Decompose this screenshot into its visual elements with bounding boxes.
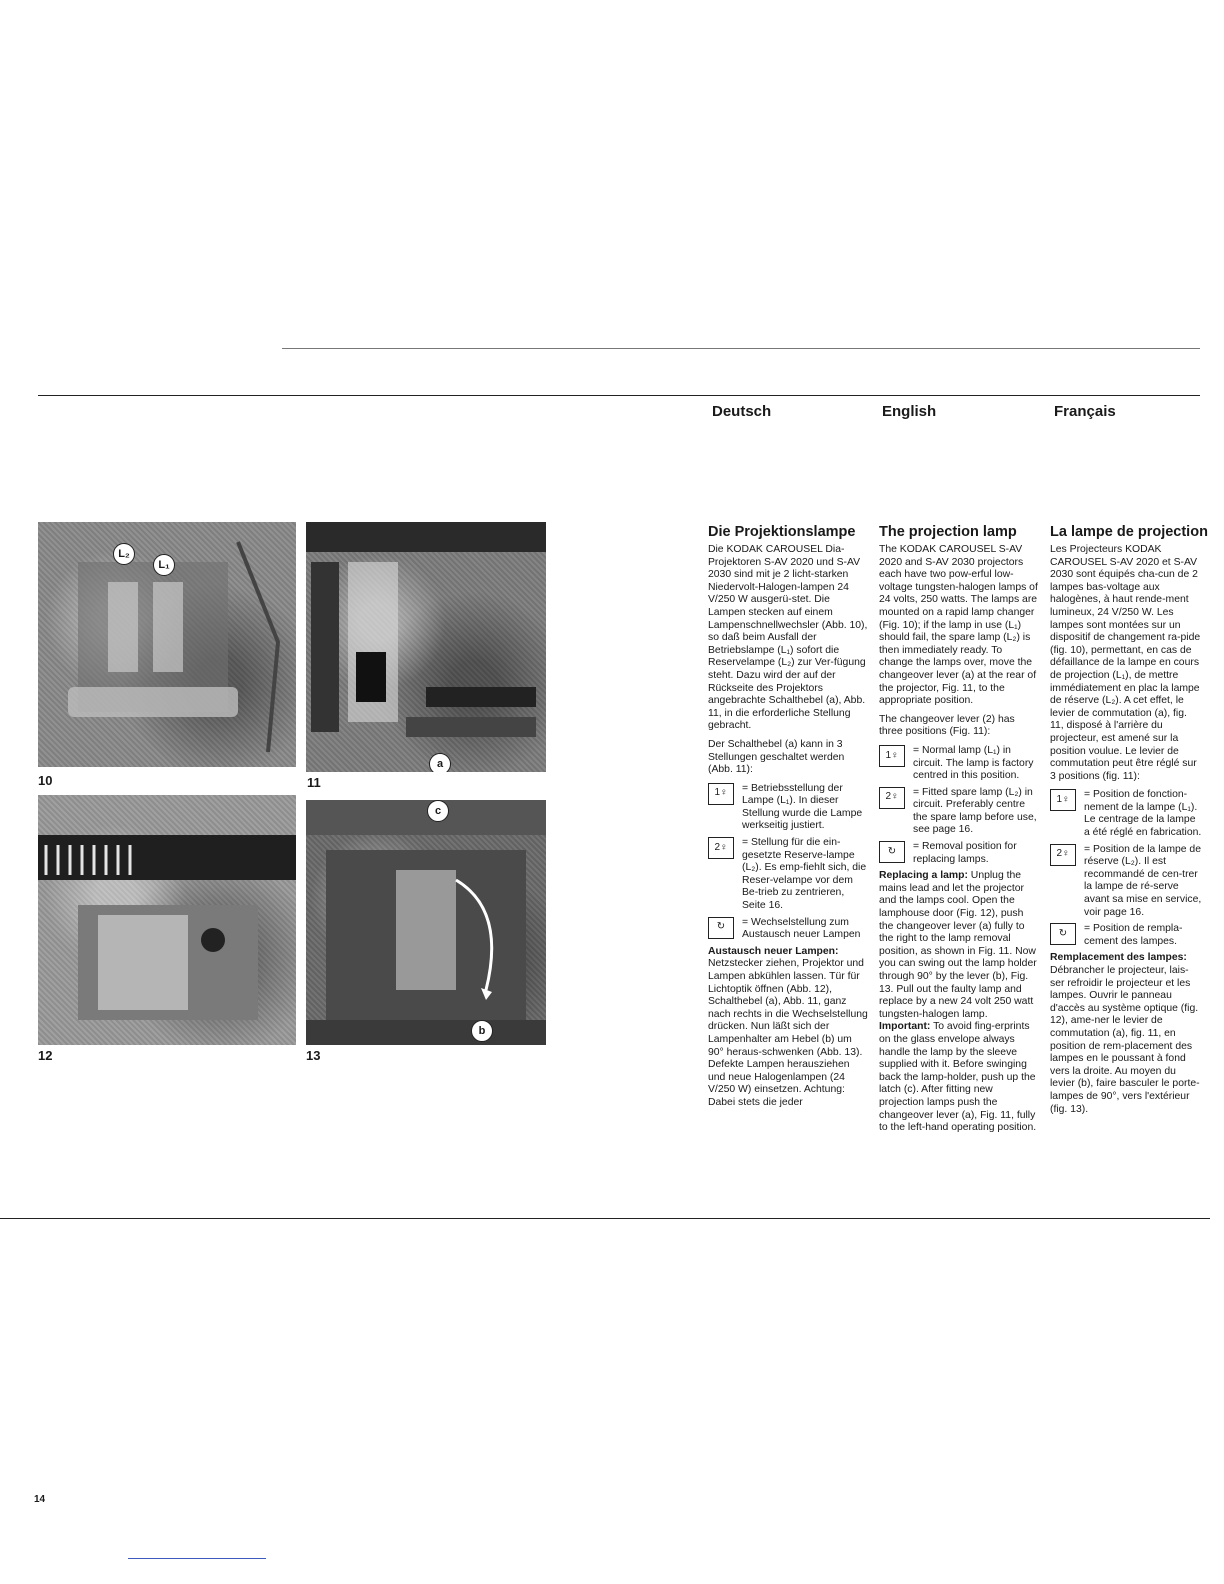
callout-c: c [427,800,449,822]
deutsch-replace [708,946,868,1110]
lamp-2-symbol-icon: 2♀ [879,787,905,809]
lamp-change-symbol-icon: ↻ [708,917,734,939]
page-number: 14 [34,1494,46,1505]
francais-position-2-text: = Position de la lampe de réserve (L₂). Il est recommandé de cen-trer la lampe de ré-serve avant sa mise en service, voir page 16. [1084,843,1202,918]
lang-header-english: English [882,403,937,420]
footer-rule-blue [128,1558,266,1559]
english-replace [879,870,1039,1134]
deutsch-positions-intro: Der Schalthebel (a) kann in 3 Stellungen geschaltet werden (Abb. 11): [708,738,845,776]
callout-b: b [471,1020,493,1042]
english-position-3 [879,841,1039,866]
lamp-1-symbol-icon: 1♀ [879,745,905,767]
bottom-rule [0,1218,1210,1219]
top-rule-long [38,395,1200,396]
figure-13-image [306,800,546,1045]
english-position-2-text: = Fitted spare lamp (L₂) in circuit. Preferably centre the spare lamp before use, see page 16. [913,786,1037,836]
top-rule-short [282,348,1200,349]
english-replace-heading: Replacing a lamp: [879,870,968,882]
lang-header-deutsch: Deutsch [712,403,772,420]
lamp-change-symbol-icon: ↻ [879,841,905,863]
callout-a: a [429,753,451,772]
callout-L2: L₂ [113,543,135,565]
francais-title: La lampe de projection [1050,524,1208,540]
figure-11-image [306,522,546,772]
francais-intro: Les Projecteurs KODAK CAROUSEL S-AV 2020 et S-AV 2030 sont équipés cha-cun de 2 lampes bas-voltage aux halogènes, à haut rende-ment lumineux, 24 V/250 W. Les lampes sont montées sur un dispositif de changement ra-pide (fig. 10), permettant, en cas de défaillance de la lampe en cours de projection (L₁), de mettre immédiatement en plac la lampe de réserve (L₂). A cet effet, le levier de commutation (a), fig. 11, disposé à l'arrière du projecteur, est amené sur la position voulue. Le levier de commutation peut être réglé sur 3 positions (fig. 11): [1050,544,1201,782]
projector-rear-illustration [306,522,546,772]
francais-replace-heading: Remplacement des lampes: [1050,952,1187,964]
francais-column [1050,524,1208,1122]
lang-header-francais: Français [1054,403,1116,420]
english-title: The projection lamp [879,524,1017,540]
francais-position-1 [1050,789,1202,839]
callout-L1: L₁ [153,554,175,576]
english-replace-text-1: Unplug the mains lead and let the projector and the lamps cool. Open the lamphouse door (Fig. 12), push the changeover lever (a) fully to the right to the lamp removal position, as shown in Fig. 11. Now you can swing out the lamp holder through 90° by the lever (b), Fig. 13. Pull out the faulty lamp and replace by a new 24 volt 250 watt tungsten-halogen lamp. [879,870,1037,1020]
figure-11-number: 11 [307,775,321,790]
francais-replace-text: Débrancher le projecteur, lais-ser refroidir le projecteur et les lampes. Ouvrir le panneau d'accès au système optique (fig. 12), ame-ner le levier de commutation (a), fig. 11, en position de rem-placement des lampes en le poussant à fond vers la droite. Au moyen du levier (b), faire basculer le porte-lampes de 90°, vers l'extérieur (fig. 13). [1050,965,1200,1115]
figure-10-number: 10 [38,773,53,788]
english-position-3-text: = Removal position for replacing lamps. [913,841,1017,865]
francais-position-3-text: = Position de rempla-cement des lampes. [1084,923,1183,947]
english-position-2 [879,787,1039,837]
english-position-1-text: = Normal lamp (L₁) in circuit. The lamp is factory centred in this position. [913,744,1034,782]
lamp-change-symbol-icon: ↻ [1050,923,1076,945]
lamp-holder-swing-out-illustration [306,800,546,1045]
english-position-1 [879,745,1039,783]
deutsch-position-2 [708,837,868,913]
lamp-2-symbol-icon: 2♀ [708,837,734,859]
deutsch-intro: Die KODAK CAROUSEL Dia-Projektoren S-AV 2020 und S-AV 2030 sind mit je 2 licht-starken Niedervolt-Halogen-lampen 24 V/250 W ausgerü-stet. Die Lampen stecken auf einem Lampenschnellwechsler (Abb. 10), so daß beim Ausfall der Betriebslampe (L₁) sofort die Reservelampe (L₂) zur Ver-fügung steht. Dazu wird der auf der Rückseite des Projektors angebrachte Schalthebel (a), Abb. 11, in die erforderliche Stellung gebracht. [708,544,868,732]
lamp-1-symbol-icon: 1♀ [1050,789,1076,811]
figure-12-image [38,795,296,1045]
figure-10-image [38,522,296,767]
deutsch-position-2-text: = Stellung für die ein-gesetzte Reserve-lampe (L₂). Es emp-fiehlt sich, die Reser-velampe vor dem Be-trieb zu zentrieren, Seite 16. [742,837,867,912]
figure-12-number: 12 [38,1048,53,1063]
english-important-label: Important: [879,1021,931,1033]
english-intro: The KODAK CAROUSEL S-AV 2020 and S-AV 2030 projectors each have two pow-erful low-voltage tungsten-halogen lamps of 24 volts, 250 watts. The lamps are mounted on a rapid lamp changer (Fig. 10); if the lamp in use (L₁) should fail, the spare lamp (L₂) is then immediately ready. To change the lamps over, move the changeover lever (a) at the rear of the projector, Fig. 11, to the appropriate position. [879,544,1038,707]
francais-position-3 [1050,923,1202,948]
deutsch-position-1 [708,783,868,833]
francais-position-2 [1050,844,1202,920]
francais-position-1-text: = Position de fonction-nement de la lampe (L₁). Le centrage de la lampe a été réglé en fabrication. [1084,789,1202,839]
deutsch-position-1-text: = Betriebsstellung der Lampe (L₁). In dieser Stellung wurde die Lampe werkseitig justiert. [742,782,863,832]
english-replace-text-2: To avoid fing-erprints on the glass envelope always handle the lamp by the sleeve supplied with it. Before swinging back the lamp-holder, push up the latch (c). After fitting new projection lamps push the changeover lever (a), Fig. 11, fully to the left-hand operating position. [879,1021,1037,1134]
deutsch-column [708,524,868,1116]
francais-replace [1050,952,1202,1116]
english-positions-intro: The changeover lever (2) has three positions (Fig. 11): [879,713,1015,738]
deutsch-title: Die Projektionslampe [708,524,856,540]
deutsch-replace-heading: Austausch neuer Lampen: [708,945,839,957]
figure-13-number: 13 [306,1048,321,1063]
lamp-2-symbol-icon: 2♀ [1050,844,1076,866]
lamp-1-symbol-icon: 1♀ [708,783,734,805]
deutsch-position-3-text: = Wechselstellung zum Austausch neuer Lampen [742,916,861,941]
deutsch-position-3 [708,917,868,942]
english-column [879,524,1039,1141]
deutsch-replace-text: Netzstecker ziehen, Projektor und Lampen abkühlen lassen. Tür für Lichtoptik öffnen (Abb. 12), Schalthebel (a), Abb. 11, ganz nach rechts in die Wechselstellung drücken. Nun läßt sich der Lampenhalter am Hebel (b) um 90° heraus-schwenken (Abb. 13). Defekte Lampen herausziehen und neue Halogenlampen (24 V/250 W) einsetzen. Achtung: Dabei stets die jeder [708,958,868,1108]
lamphouse-door-illustration [38,795,296,1045]
